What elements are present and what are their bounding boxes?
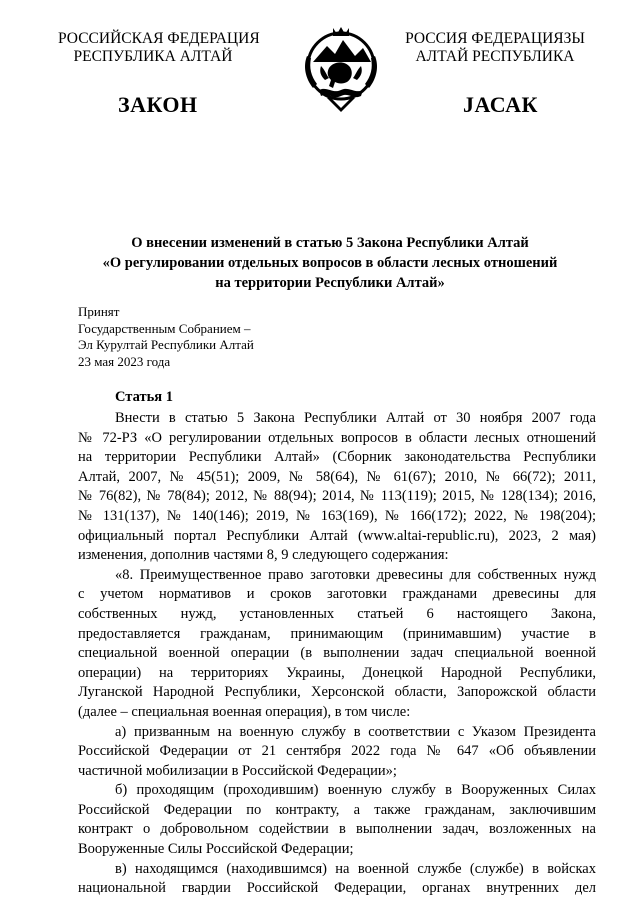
body-line: а) призванным на военную службу в соответствии с Указом Президента	[115, 723, 596, 740]
body-line: собственных нужд, установленных статьей 6 настоящего Закона,	[78, 605, 596, 622]
body-line: Вооруженные Силы Российской Федерации;	[78, 841, 354, 858]
law-title-russian: ЗАКОН	[118, 92, 198, 117]
adoption-line-4: 23 мая 2023 года	[78, 353, 171, 369]
body-line: «8. Преимущественное право заготовки древесины для собственных нужд	[115, 566, 596, 583]
body-line: изменения, дополнив частями 8, 9 следующего содержания:	[78, 547, 449, 564]
body-line: Российской Федерации от 21 сентября 2022 года № 647 «Об объявлении	[78, 743, 596, 760]
header-left-block	[58, 30, 260, 66]
law-title-altai: JАСАК	[463, 92, 538, 117]
body-line: Российской Федерации по контракту, а также гражданам, заключившим	[78, 801, 596, 818]
header-right-line-1: РОССИЯ ФЕДЕРАЦИЯЗЫ	[405, 30, 585, 47]
adoption-line-3: Эл Курултай Республики Алтай	[78, 337, 254, 352]
body-line: (далее – специальная военная операция), в том числе:	[78, 703, 411, 720]
adoption-note	[78, 304, 254, 370]
body-line: с учетом нормативов и сроков заготовки гражданами древесины для	[78, 586, 596, 603]
article-heading: Статья 1	[115, 389, 173, 405]
body-line: операции) на территориях Украины, Донецкой Народной Республики,	[78, 664, 596, 681]
body-line: национальной гвардии Российской Федерации, органах внутренних дел	[78, 880, 596, 897]
law-title	[60, 233, 600, 293]
body-line: б) проходящим (проходившим) военную службу в Вооруженных Силах	[115, 782, 596, 799]
body-line: № 72-РЗ «О регулировании отдельных вопросов в области лесных отношений	[78, 429, 596, 446]
header-left-line-1: РОССИЙСКАЯ ФЕДЕРАЦИЯ	[58, 30, 260, 47]
body-line: № 131(137), № 140(146); 2019, № 163(169), № 166(172); 2022, № 198(204);	[78, 507, 596, 524]
body-line: Луганской Народной Республики, Херсонской области, Запорожской области	[78, 684, 596, 701]
law-title-line-2: «О регулировании отдельных вопросов в области лесных отношений	[102, 255, 558, 271]
body-line: Внести в статью 5 Закона Республики Алтай от 30 ноября 2007 года	[115, 410, 596, 426]
header-left-line-2: РЕСПУБЛИКА АЛТАЙ	[73, 48, 233, 65]
header-right-line-2: АЛТАЙ РЕСПУБЛИКА	[415, 48, 575, 65]
law-title-line-3: на территории Республики Алтай»	[215, 275, 445, 291]
article-body	[78, 409, 596, 899]
body-line: предоставляется гражданам, принимающим (принимавшим) участие в	[78, 625, 596, 642]
body-line: Алтай, 2007, № 45(51); 2009, № 58(64), № 61(67); 2010, № 66(72); 2011,	[78, 468, 596, 485]
body-line: специальной военной операции (в выполнении задач специальной военной	[78, 645, 596, 662]
body-line: № 76(82), № 78(84); 2012, № 88(94); 2014, № 113(119); 2015, № 128(134); 2016,	[78, 488, 596, 505]
body-line: в) находящимся (находившимся) на военной службе (службе) в войсках	[115, 860, 596, 877]
adoption-line-1: Принят	[78, 304, 120, 319]
coat-of-arms-icon	[299, 26, 383, 116]
body-line: на территории Республики Алтай» (Сборник законодательства Республики	[78, 449, 596, 466]
body-line: контракт о добровольном содействии в выполнении задач, возложенных на	[78, 821, 596, 838]
law-title-line-1: О внесении изменений в статью 5 Закона Республики Алтай	[131, 235, 529, 251]
body-line: частичной мобилизации в Российской Федерации»;	[78, 762, 397, 779]
body-line: официальный портал Республики Алтай (www.altai-republic.ru), 2023, 2 мая)	[78, 527, 596, 544]
header-right-block	[400, 30, 590, 66]
adoption-line-2: Государственным Собранием –	[78, 320, 251, 336]
